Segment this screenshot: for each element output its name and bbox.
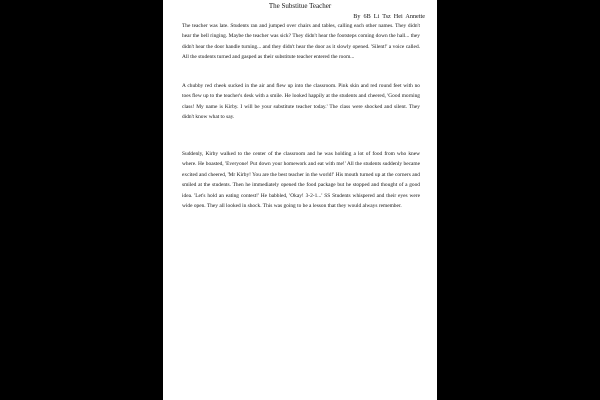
paragraph-1: The teacher was late. Students ran and jumped over chairs and tables, calling each other names. They didn't hear the bell ringing. Maybe the teacher was sick? They didn't hear the footsteps coming down the hall... they didn't hear the door handle turning... and they didn't hear the door as it slowly opened. 'Silent!' a voice called. All the students turned and gasped as their substitute teacher entered the room... [182, 23, 420, 61]
paragraph-2: A chubby red cheek sucked in the air and flew up into the classroom. Pink skin and red round feet with no toes flew up to the teacher's desk with a smile. He looked happily at the students and cheered, 'Good morning class! My name is Kirby. I will be your substitute teacher today.' The class were shocked and silent. They didn't know what to say. [182, 83, 420, 121]
paragraph-3: Suddenly, Kirby walked to the center of the classroom and he was holding a lot of food from who knew where. He boasted, 'Everyone! Put down your homework and eat with me!' All the students suddenly became excited and cheered, 'Mr Kirby! You are the best teacher in the world!' His mouth turned up at the corners and smiled at the students. Then he immediately opened the food package but he stopped and thought of a good idea. 'Let's hold an eating contest!' He babbled, 'Okay! 3-2-1...' SS Students whispered and their eyes were wide open. They all looked in shock. This was going to be a lesson that they would always remember. [182, 151, 420, 210]
document-page [163, 0, 437, 400]
author-byline: By 6B Li Tsz Hei Annette [353, 13, 425, 20]
document-title: The Substitue Teacher [268, 2, 332, 10]
